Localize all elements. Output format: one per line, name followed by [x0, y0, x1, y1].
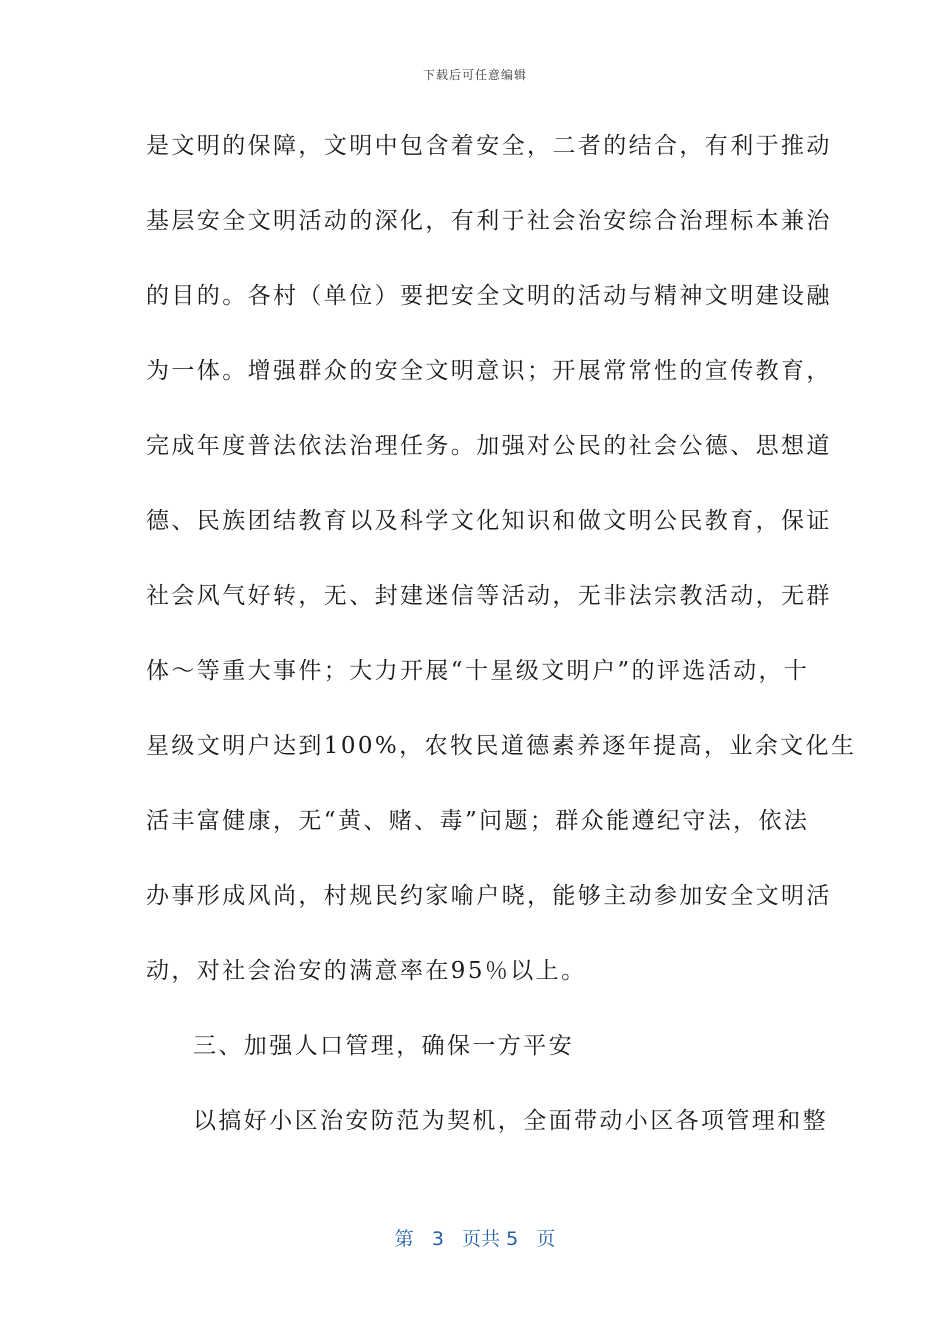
page-suffix: 页	[536, 1228, 556, 1250]
page-middle: 页共	[462, 1228, 501, 1250]
current-page-number: 3	[431, 1228, 444, 1250]
body-line-7: 社会风气好转，无、封建迷信等活动，无非法宗教活动，无群	[146, 583, 832, 609]
body-line-4: 为一体。增强群众的安全文明意识；开展常常性的宣传教育，	[146, 358, 832, 384]
body-line-5: 完成年度普法依法治理任务。加强对公民的社会公德、思想道	[146, 433, 832, 459]
body-line-3: 的目的。各村（单位）要把安全文明的活动与精神文明建设融	[146, 283, 832, 309]
total-pages-number: 5	[506, 1228, 519, 1250]
section-heading: 三、加强人口管理，确保一方平安	[193, 1033, 574, 1059]
body-line-12: 动，对社会治安的满意率在95％以上。	[146, 958, 587, 984]
body-line-6: 德、民族团结教育以及科学文化知识和做文明公民教育，保证	[146, 508, 832, 534]
document-body	[146, 124, 857, 1174]
page-prefix: 第	[394, 1228, 414, 1250]
page-header	[0, 66, 950, 83]
paragraph-start: 以搞好小区治安防范为契机，全面带动小区各项管理和整	[193, 1108, 828, 1134]
body-line-1: 是文明的保障，文明中包含着安全，二者的结合，有利于推动	[146, 133, 832, 159]
page-footer	[0, 1224, 950, 1251]
header-text: 下载后可任意编辑	[422, 68, 527, 82]
body-line-8: 体～等重大事件；大力开展“十星级文明户”的评选活动，十	[146, 658, 810, 684]
body-line-11: 办事形成风尚，村规民约家喻户晓，能够主动参加安全文明活	[146, 883, 832, 909]
body-line-2: 基层安全文明活动的深化，有利于社会治安综合治理标本兼治	[146, 208, 832, 234]
body-line-10: 活丰富健康，无“黄、赌、毒”问题；群众能遵纪守法，依法	[146, 808, 810, 834]
body-line-9: 星级文明户达到100%，农牧民道德素养逐年提高，业余文化生	[146, 733, 857, 759]
